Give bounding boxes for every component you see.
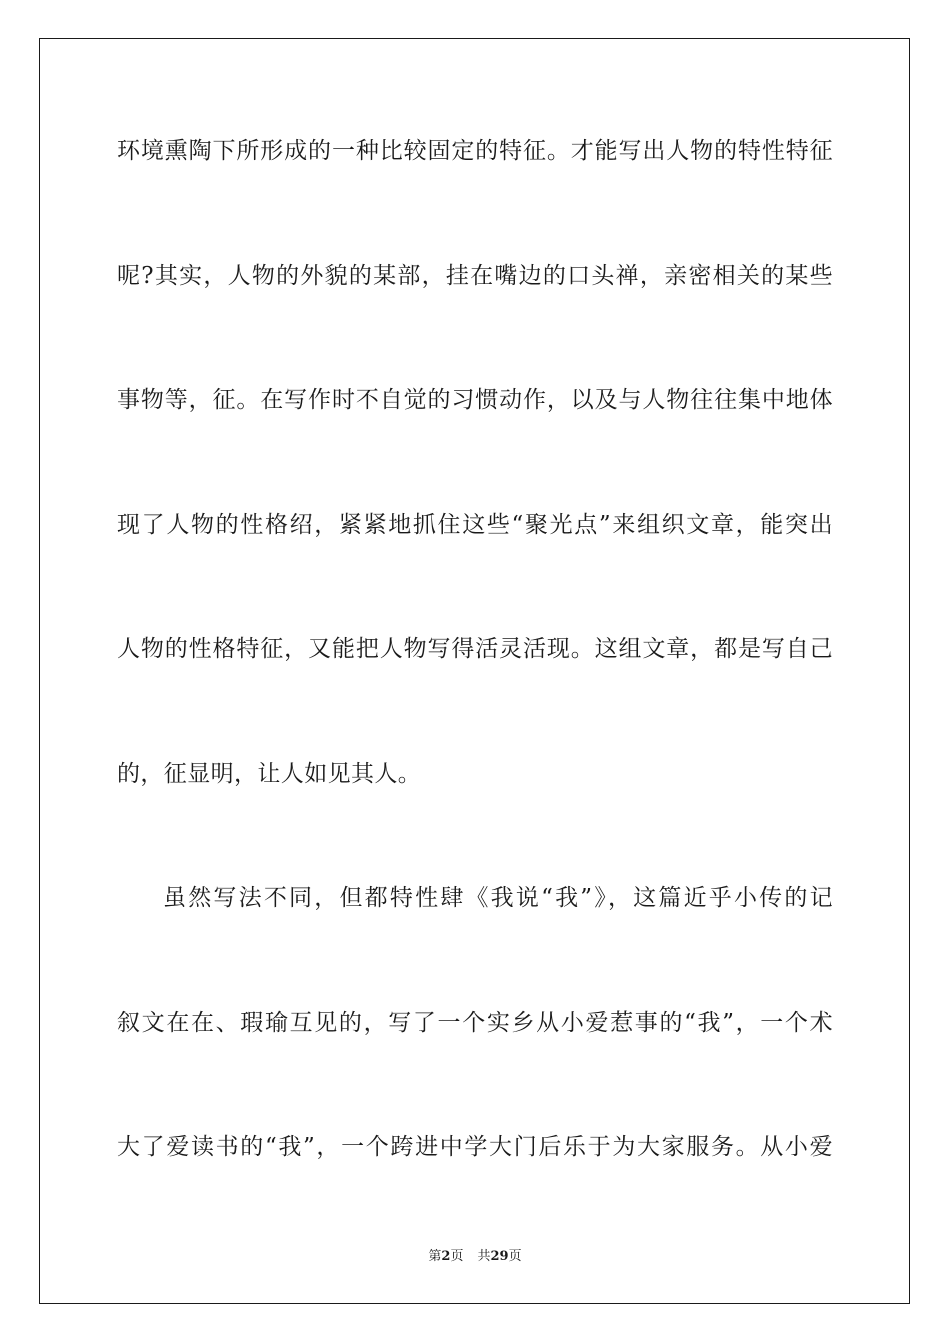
- text-line-1: 环境熏陶下所形成的一种比较固定的特征。才能写出人物的特性特征: [117, 138, 833, 164]
- page-suffix: 页: [450, 1249, 464, 1264]
- text-line-8: 叙文在在、瑕瑜互见的，写了一个实乡从小爱惹事的“我”，一个术: [117, 1010, 833, 1036]
- page-border: [39, 38, 910, 1304]
- text-line-2: 呢?其实，人物的外貌的某部，挂在嘴边的口头禅，亲密相关的某些: [117, 263, 833, 289]
- text-line-9: 大了爱读书的“我”，一个跨进中学大门后乐于为大家服务。从小爱: [117, 1134, 833, 1160]
- total-prefix: 共: [477, 1249, 491, 1264]
- page-footer: [0, 1248, 950, 1266]
- text-line-4: 现了人物的性格绍，紧紧地抓住这些“聚光点”来组织文章，能突出: [117, 512, 833, 538]
- text-line-3: 事物等，征。在写作时不自觉的习惯动作，以及与人物往往集中地体: [117, 387, 833, 413]
- page-number: 2: [441, 1249, 451, 1264]
- text-line-5: 人物的性格特征，又能把人物写得活灵活现。这组文章，都是写自己: [117, 636, 833, 662]
- text-line-7: 虽然写法不同，但都特性肆《我说“我”》，这篇近乎小传的记: [163, 885, 833, 911]
- page-prefix: 第: [428, 1249, 442, 1264]
- text-line-6: 的，征显明，让人如见其人。: [117, 761, 422, 787]
- total-pages: 29: [490, 1249, 509, 1264]
- total-suffix: 页: [508, 1249, 522, 1264]
